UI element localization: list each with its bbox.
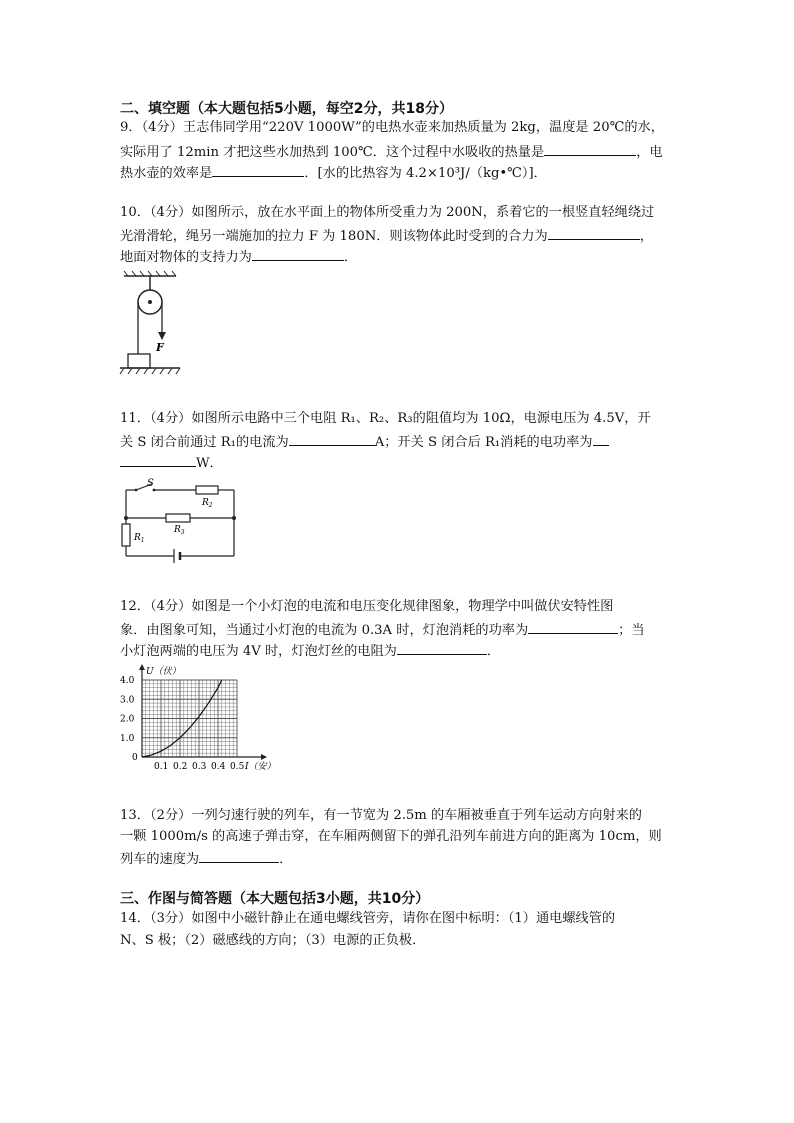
q9-line1: 9．（4分）王志伟同学用“220V 1000W”的电热水壶来加热质量为 2kg，温度是 20℃的水， <box>120 120 664 135</box>
answer-blank[interactable] <box>528 619 618 634</box>
iv-characteristic-chart <box>118 664 294 778</box>
resistor-r1 <box>122 524 130 546</box>
q14-line2: N、S 极；（2）磁感线的方向；（3）电源的正负极． <box>120 933 426 948</box>
svg-text:R3: $R_3$ <box>174 525 185 536</box>
section-title-fill-in: 二、填空题（本大题包括5小题，每空2分，共18分） <box>120 101 453 117</box>
q10-line1: 10．（4分）如图所示，放在水平面上的物体所受重力为 200N，系着它的一根竖直轻绳绕过 <box>120 205 655 220</box>
answer-blank[interactable] <box>289 431 375 446</box>
q10-line2: 光滑滑轮，绳另一端施加的拉力 F 为 180N．则该物体此时受到的合力为 ， <box>120 225 653 247</box>
resistor-r3 <box>166 514 190 522</box>
answer-blank[interactable] <box>397 640 487 655</box>
section-title-drawing: 三、作图与简答题（本大题包括3小题，共10分） <box>120 891 430 907</box>
answer-blank[interactable] <box>120 452 196 467</box>
q11-line1: 11．（4分）如图所示电路中三个电阻 R₁、R₂、R₃的阻值均为 10Ω，电源电压为 4.5V，开 <box>120 411 651 426</box>
q13-line3: 列车的速度为 ． <box>120 848 292 870</box>
y-tick-label: 4.0 <box>120 676 135 686</box>
x-axis-arrow <box>261 754 267 760</box>
x-tick-label: 0.1 <box>154 762 169 772</box>
x-tick-label: 0.4 <box>211 762 226 772</box>
answer-blank[interactable] <box>199 848 279 863</box>
y-axis-label: U（伏） <box>146 667 181 677</box>
force-label: F <box>156 341 164 354</box>
y-tick-label: 2.0 <box>120 714 135 725</box>
q9-line2: 实际用了 12min 才把这些水加热到 100℃．这个过程中水吸收的热量是 ，电 <box>120 141 663 163</box>
answer-blank[interactable] <box>593 431 609 446</box>
answer-blank[interactable] <box>252 246 344 261</box>
circuit-figure <box>118 476 242 566</box>
q12-line3: 小灯泡两端的电压为 4V 时，灯泡灯丝的电阻为 ． <box>120 640 500 662</box>
svg-text:R1: $R_1$ <box>134 533 145 544</box>
q12-line1: 12．（4分）如图是一个小灯泡的电流和电压变化规律图象，物理学中叫做伏安特性图 <box>120 599 614 614</box>
origin-label: 0 <box>132 753 138 763</box>
switch-label: S <box>147 478 154 489</box>
pulley-figure <box>118 268 190 380</box>
x-tick-label: 0.3 <box>192 762 207 772</box>
answer-blank[interactable] <box>544 141 636 156</box>
block <box>128 354 150 368</box>
answer-blank[interactable] <box>212 162 304 177</box>
q11-line2: 关 S 闭合前通过 R₁的电流为 A；开关 S 闭合后 R₁消耗的电功率为 <box>120 431 609 453</box>
svg-text:R2: $R_2$ <box>202 498 213 509</box>
x-axis-label: I（安） <box>245 762 276 772</box>
q9-line3: 热水壶的效率是 ．[水的比热容为 4.2×10³J/（kg•℃）]． <box>120 162 547 184</box>
q14-line1: 14．（3分）如图中小磁针静止在通电螺线管旁，请你在图中标明：（1）通电螺线管的 <box>120 911 616 926</box>
resistor-r2 <box>196 486 218 494</box>
q11-line3: W． <box>120 452 223 474</box>
q13-line2: 一颗 1000m/s 的高速子弹击穿，在车厢两侧留下的弹孔沿列车前进方向的距离为 10cm，则 <box>120 829 662 844</box>
y-tick-label: 3.0 <box>120 695 135 706</box>
x-tick-label: 0.5 <box>230 762 245 772</box>
q13-line1: 13．（2分）一列匀速行驶的列车，有一节宽为 2.5m 的车厢被垂直于列车运动方向射来的 <box>120 808 642 823</box>
y-tick-label: 1.0 <box>120 733 135 744</box>
y-axis-arrow <box>139 664 145 670</box>
q12-line2: 象．由图象可知，当通过小灯泡的电流为 0.3A 时，灯泡消耗的功率为 ；当 <box>120 619 645 641</box>
x-tick-label: 0.2 <box>173 762 188 772</box>
q10-line3: 地面对物体的支持力为 ． <box>120 246 357 268</box>
answer-blank[interactable] <box>548 225 640 240</box>
